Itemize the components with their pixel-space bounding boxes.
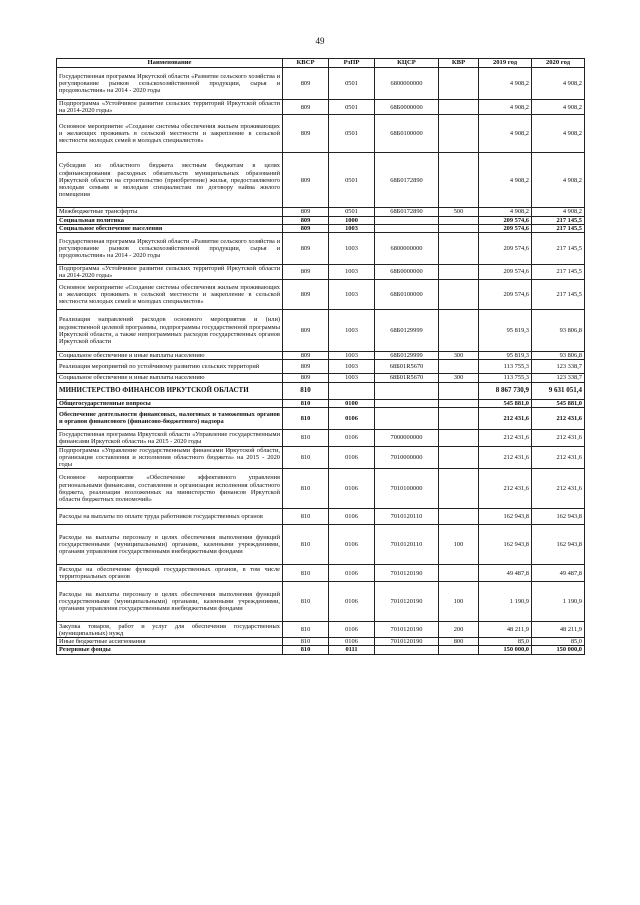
row-kvsr: 810 [283,382,329,399]
row-2020: 162 943,8 [532,509,585,525]
row-kvsr: 809 [283,115,329,153]
row-kvr [439,360,479,374]
row-kvsr: 809 [283,264,329,279]
row-2020: 123 338,7 [532,374,585,382]
row-kvsr: 810 [283,565,329,582]
row-kvr [439,216,479,224]
table-body [57,68,585,655]
row-2020: 545 881,0 [532,399,585,407]
row-kvr [439,100,479,115]
row-kvsr: 810 [283,646,329,654]
row-name: Государственная программа Иркутской области «Развитие сельского хозяйства и регулирование рынков сельскохозяйственной продукции, сырья и продовольствия» на 2014 - 2020 годы [57,232,283,264]
table-row [57,509,585,525]
row-2020: 4 908,2 [532,100,585,115]
table-row [57,360,585,374]
row-kvsr: 809 [283,232,329,264]
row-kcsr: 68Б0172890 [375,153,439,208]
row-kvsr: 809 [283,100,329,115]
row-kvsr: 809 [283,310,329,352]
table-row [57,115,585,153]
row-2019: 4 908,2 [479,208,532,216]
row-kcsr: 7010120190 [375,582,439,622]
table-row [57,525,585,565]
row-kvsr: 809 [283,224,329,232]
row-kvr: 100 [439,525,479,565]
row-2020: 217 145,5 [532,232,585,264]
row-name: Социальное обеспечение и иные выплаты населению [57,374,283,382]
row-kvr [439,310,479,352]
row-kvsr: 810 [283,638,329,646]
row-kvr [439,68,479,100]
header-2020: 2020 год [532,59,585,68]
header-name: Наименование [57,59,283,68]
header-rzpr: РзПР [329,59,375,68]
row-2019: 209 574,6 [479,224,532,232]
row-rzpr: 1003 [329,352,375,360]
row-kcsr [375,407,439,429]
row-kvsr: 810 [283,509,329,525]
row-kvr [439,399,479,407]
row-name: Основное мероприятие «Обеспечение эффективного управления региональными финансами, составления и организация исполнения областного бюджета, реализация возложенных на министерство финансов Иркутской области бюджетных полномочий» [57,469,283,509]
row-2020: 85,0 [532,638,585,646]
row-2020: 4 908,2 [532,153,585,208]
row-name: Подпрограмма «Устойчивое развитие сельских территорий Иркутской области на 2014-2020 годы» [57,264,283,279]
row-kcsr [375,224,439,232]
row-name: Расходы на выплаты по оплате труда работников государственных органов [57,509,283,525]
row-2019: 95 819,3 [479,310,532,352]
row-name: Субсидии из областного бюджета местным бюджетам в целях софинансирования расходных обязательств муниципальных образований Иркутской области на строительство (приобретение) жилья, предоставляемого молодым семьям и молодым специалистам по договору найма жилого помещения [57,153,283,208]
row-kcsr [375,646,439,654]
table-row [57,232,585,264]
row-rzpr: 0501 [329,153,375,208]
row-2019: 212 431,6 [479,429,532,446]
row-kvr [439,153,479,208]
row-kvsr: 809 [283,208,329,216]
row-kvsr: 810 [283,525,329,565]
table-row [57,622,585,638]
row-kcsr: 68Б01R5670 [375,374,439,382]
row-2020: 212 431,6 [532,469,585,509]
row-name: Закупка товаров, работ и услуг для обеспечения государственных (муниципальных) нужд [57,622,283,638]
row-kvr [439,469,479,509]
row-2019: 113 755,3 [479,374,532,382]
row-kvr: 100 [439,582,479,622]
row-2019: 545 881,0 [479,399,532,407]
row-2019: 4 908,2 [479,153,532,208]
header-2019: 2019 год [479,59,532,68]
row-name: Государственная программа Иркутской области «Управление государственными финансами Иркутской области» на 2015 - 2020 годы [57,429,283,446]
row-2020: 123 338,7 [532,360,585,374]
table-row [57,582,585,622]
budget-table [56,58,585,655]
row-2020: 217 145,5 [532,264,585,279]
row-rzpr: 0106 [329,469,375,509]
header-kvr: КВР [439,59,479,68]
row-rzpr: 0106 [329,509,375,525]
row-2019: 48 211,9 [479,622,532,638]
row-2019: 4 908,2 [479,115,532,153]
row-kcsr: 7010120110 [375,525,439,565]
table-row [57,565,585,582]
row-2020: 4 908,2 [532,115,585,153]
row-2020: 49 487,8 [532,565,585,582]
table-row [57,153,585,208]
row-kcsr: 7010120190 [375,565,439,582]
row-2019: 212 431,6 [479,407,532,429]
row-2020: 93 806,8 [532,310,585,352]
row-2020: 212 431,6 [532,446,585,469]
row-rzpr: 0106 [329,622,375,638]
row-rzpr: 1003 [329,232,375,264]
header-kvsr: КВСР [283,59,329,68]
table-row [57,469,585,509]
row-2020: 48 211,9 [532,622,585,638]
row-rzpr: 0501 [329,100,375,115]
row-2019: 49 487,8 [479,565,532,582]
row-2019: 113 755,3 [479,360,532,374]
row-kvr [439,382,479,399]
row-kcsr: 7010000000 [375,446,439,469]
row-rzpr: 1003 [329,224,375,232]
row-kvr [439,115,479,153]
row-rzpr: 0501 [329,208,375,216]
row-2019: 150 000,0 [479,646,532,654]
row-kcsr: 68Б0000000 [375,264,439,279]
row-kvr [439,407,479,429]
row-kcsr: 6800000000 [375,232,439,264]
row-name: Расходы на выплаты персоналу в целях обеспечения выполнения функций государственными (муниципальными) органами, казенными учреждениями, органами управления государственными внебюджетными фондами [57,525,283,565]
row-2020: 4 908,2 [532,68,585,100]
row-kvr [439,565,479,582]
row-2020: 4 908,2 [532,208,585,216]
row-2020: 217 145,5 [532,224,585,232]
row-2019: 162 943,8 [479,525,532,565]
table-row [57,407,585,429]
row-name: Реализация мероприятий по устойчивому развитию сельских территорий [57,360,283,374]
row-2019: 212 431,6 [479,446,532,469]
row-rzpr: 0106 [329,565,375,582]
row-kcsr [375,216,439,224]
row-2020: 1 190,9 [532,582,585,622]
row-name: Расходы на выплаты персоналу в целях обеспечения выполнения функций государственными (муниципальными) органами, казенными учреждениями, органами управления государственными внебюджетными фондами [57,582,283,622]
row-2019: 209 574,6 [479,264,532,279]
row-name: Обеспечение деятельности финансовых, налоговых и таможенных органов и органов финансового (финансово-бюджетного) надзора [57,407,283,429]
row-2020: 217 145,5 [532,216,585,224]
row-kvsr: 809 [283,216,329,224]
row-2019: 212 431,6 [479,469,532,509]
row-rzpr: 0106 [329,525,375,565]
row-2020: 217 145,5 [532,280,585,310]
row-2020: 212 431,6 [532,429,585,446]
row-rzpr: 0100 [329,399,375,407]
row-kvsr: 810 [283,399,329,407]
row-kvsr: 810 [283,446,329,469]
row-kvr [439,509,479,525]
row-kcsr: 68Б0129999 [375,352,439,360]
row-kcsr: 68Б0000000 [375,100,439,115]
row-name: Основное мероприятие «Создание системы обеспечения жильем проживающих и желающих проживать в сельской местности и закрепление в сельской местности молодых семей и молодых специалистов» [57,115,283,153]
table-row [57,208,585,216]
table-row [57,264,585,279]
row-name: Подпрограмма «Управление государственными финансами Иркутской области, организация составления и исполнения областного бюджета» на 2015 - 2020 годы [57,446,283,469]
row-2020: 93 806,8 [532,352,585,360]
row-kvr [439,224,479,232]
row-kcsr: 68Б0100000 [375,280,439,310]
row-kvr [439,264,479,279]
row-name: Общегосударственные вопросы [57,399,283,407]
row-kcsr: 7010120110 [375,509,439,525]
row-name: Межбюджетные трансферты [57,208,283,216]
row-kvr: 500 [439,208,479,216]
row-rzpr: 0501 [329,115,375,153]
row-name: МИНИСТЕРСТВО ФИНАНСОВ ИРКУТСКОЙ ОБЛАСТИ [57,382,283,399]
row-rzpr: 0111 [329,646,375,654]
row-kcsr [375,382,439,399]
row-2019: 209 574,6 [479,216,532,224]
row-kvsr: 809 [283,153,329,208]
row-kvsr: 809 [283,360,329,374]
table-row [57,280,585,310]
row-rzpr: 1003 [329,360,375,374]
table-row [57,646,585,654]
row-2019: 4 908,2 [479,68,532,100]
row-kcsr: 68Б0172890 [375,208,439,216]
row-kvr [439,446,479,469]
row-kvr: 800 [439,638,479,646]
row-2019: 95 819,3 [479,352,532,360]
row-kcsr: 7010120190 [375,622,439,638]
row-kcsr: 7000000000 [375,429,439,446]
row-rzpr: 0106 [329,638,375,646]
row-2019: 209 574,6 [479,280,532,310]
row-2020: 212 431,6 [532,407,585,429]
row-2020: 150 000,0 [532,646,585,654]
table-row [57,399,585,407]
row-kcsr: 7010120190 [375,638,439,646]
row-name: Иные бюджетные ассигнования [57,638,283,646]
table-row [57,310,585,352]
table-row [57,224,585,232]
row-2019: 85,0 [479,638,532,646]
row-rzpr: 0106 [329,446,375,469]
row-kvsr: 810 [283,469,329,509]
row-rzpr: 1003 [329,264,375,279]
table-row [57,374,585,382]
row-kcsr: 68Б0100000 [375,115,439,153]
row-rzpr: 1000 [329,216,375,224]
table-row [57,68,585,100]
row-name: Подпрограмма «Устойчивое развитие сельских территорий Иркутской области на 2014-2020 годы» [57,100,283,115]
row-kvr [439,646,479,654]
table-row [57,446,585,469]
row-name: Социальное обеспечение населения [57,224,283,232]
row-kvr [439,232,479,264]
table-row [57,216,585,224]
row-rzpr: 0106 [329,429,375,446]
row-kvsr: 809 [283,68,329,100]
row-2020: 162 943,8 [532,525,585,565]
row-rzpr: 0501 [329,68,375,100]
row-rzpr: 0106 [329,582,375,622]
page-number: 49 [315,36,325,46]
row-rzpr: 1003 [329,374,375,382]
row-kvr: 300 [439,352,479,360]
row-2019: 1 190,9 [479,582,532,622]
row-kvr: 200 [439,622,479,638]
row-kvr: 300 [439,374,479,382]
row-kvsr: 810 [283,622,329,638]
row-kvsr: 810 [283,429,329,446]
row-kcsr [375,399,439,407]
row-name: Социальное обеспечение и иные выплаты населению [57,352,283,360]
row-2019: 8 867 730,9 [479,382,532,399]
row-2019: 4 908,2 [479,100,532,115]
row-name: Основное мероприятие «Создание системы обеспечения жильем проживающих и желающих проживать в сельской местности и закрепление в сельской местности молодых семей и молодых специалистов» [57,280,283,310]
header-kcsr: КЦСР [375,59,439,68]
row-kvsr: 809 [283,280,329,310]
row-kvsr: 809 [283,374,329,382]
row-kvr [439,280,479,310]
row-kcsr: 68Б01R5670 [375,360,439,374]
row-name: Государственная программа Иркутской области «Развитие сельского хозяйства и регулирование рынков сельскохозяйственной продукции, сырья и продовольствия» на 2014 - 2020 годы [57,68,283,100]
row-rzpr: 0106 [329,407,375,429]
row-rzpr [329,382,375,399]
row-kvsr: 810 [283,407,329,429]
table-row [57,429,585,446]
row-2020: 9 631 051,4 [532,382,585,399]
row-2019: 162 943,8 [479,509,532,525]
row-kcsr: 68Б0129999 [375,310,439,352]
table-header-row [57,59,585,68]
table-row [57,382,585,399]
table-row [57,638,585,646]
table-row [57,352,585,360]
row-rzpr: 1003 [329,280,375,310]
row-name: Реализация направлений расходов основного мероприятия и (или) ведомственной целевой программы, подпрограммы государственной программы Иркутской области, а также непрограммных расходов государственных органов Иркутской области [57,310,283,352]
row-kvsr: 809 [283,352,329,360]
row-kcsr: 7010100000 [375,469,439,509]
row-2019: 209 574,6 [479,232,532,264]
row-kvsr: 810 [283,582,329,622]
row-rzpr: 1003 [329,310,375,352]
row-name: Резервные фонды [57,646,283,654]
row-kvr [439,429,479,446]
row-name: Расходы на обеспечение функций государственных органов, в том числе территориальных органов [57,565,283,582]
row-name: Социальная политика [57,216,283,224]
row-kcsr: 6800000000 [375,68,439,100]
table-row [57,100,585,115]
